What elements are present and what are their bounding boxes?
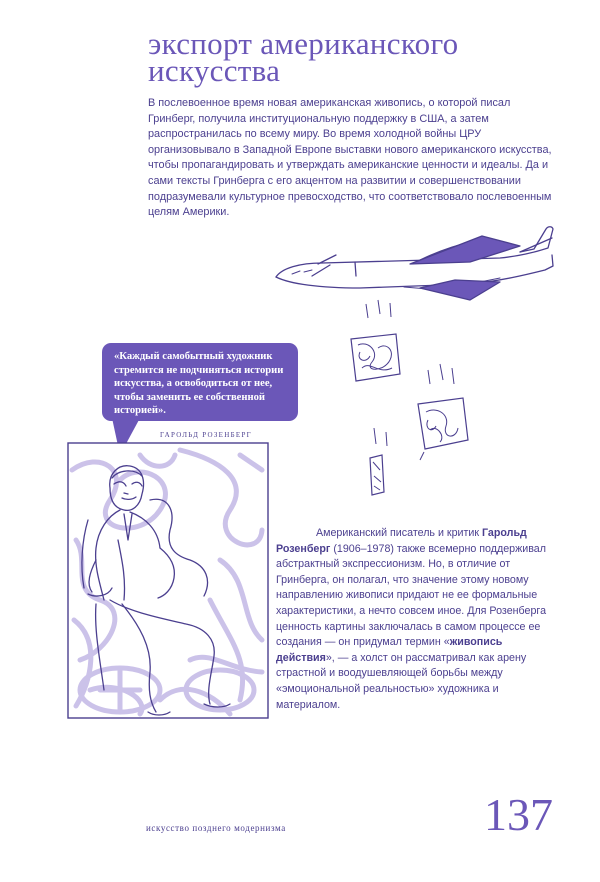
page-number: 137: [484, 789, 553, 840]
falling-painting-2: [418, 364, 468, 460]
portrait-of-harold-rosenberg: [68, 443, 268, 718]
paragraph-part-2: (1906–1978) также всемерно поддерживал абстрактный экспрессионизм. Но, в отличие от Гринберга, он полагал, что значение этому новому направлению живописи придают не ее формальные характеристики, а нечто совсем иное. Для Розенберга ценность картины заключалась в самом процессе ее создания — он придумал термин «: [276, 542, 547, 649]
paragraph-part-1: Американский писатель и критик: [316, 527, 483, 539]
paragraph-part-3: », — а холст он рассматривал как арену страстной и воодушевляющей борьбы между «эмоциональной реальностью» художника и материалом.: [276, 651, 527, 711]
quote-bubble: «Каждый самобытный художник стремится не подчиняться истории искусства, а освободиться от нее, чтобы заменить ее собственной историей».: [102, 343, 298, 421]
falling-painting-1: [351, 300, 400, 381]
action-painting-term: живопись действия: [276, 636, 503, 664]
falling-painting-3: [370, 428, 387, 495]
running-title: искусство позднего модернизма: [146, 823, 286, 833]
intro-paragraph: В послевоенное время новая американская живопись, о которой писал Гринберг, получила институциональную поддержку в США, а затем распространилась по всему миру. Во время холодной войны ЦРУ организовывало в Западной Европе выставки нового американского искусства, чтобы пропагандировать и утверждать американские ценности и идеалы. Да и сами тексты Гринберга с его акцентом на развитии и совершенствовании подразумевали культурное превосходство, что соответствовало послевоенным целям Америки.: [148, 97, 552, 219]
rosenberg-name: Гарольд Розенберг: [276, 527, 527, 555]
quote-attribution: ГАРОЛЬД РОЗЕНБЕРГ: [160, 431, 253, 439]
rosenberg-paragraph: [276, 526, 564, 713]
airplane-drawing: [276, 227, 553, 300]
page-title-line-2: искусства: [148, 53, 281, 88]
page-title-line-1: экспорт американского: [148, 26, 459, 61]
